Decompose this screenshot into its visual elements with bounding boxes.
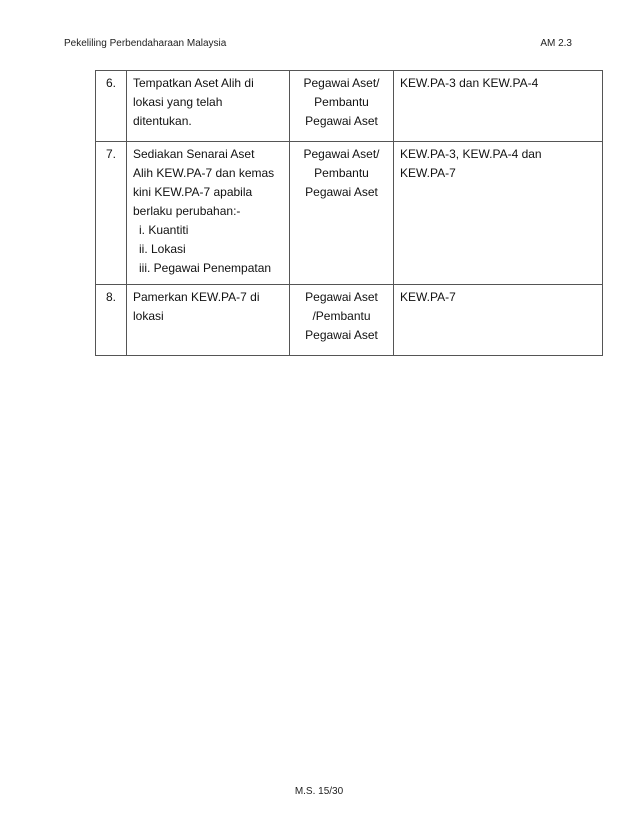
forms-cell [394,71,603,142]
forms-line: KEW.PA-7 [400,166,456,180]
activity-line: Pamerkan KEW.PA-7 di [133,290,260,304]
activity-line: Alih KEW.PA-7 dan kemas [133,166,275,180]
activity-line: lokasi [133,309,164,323]
activity-cell [127,71,290,142]
header-document-code: AM 2.3 [540,38,572,49]
step-number: 7. [96,142,127,285]
step-number: 8. [96,285,127,356]
forms-cell [394,142,603,285]
responsible-cell [290,71,394,142]
activity-line: lokasi yang telah [133,95,223,109]
table-row [96,285,603,356]
procedure-table [95,70,603,356]
activity-line: berlaku perubahan:- [133,204,241,218]
activity-cell [127,285,290,356]
activity-line: ditentukan. [133,114,192,128]
responsible-cell [290,142,394,285]
responsible-line: Pegawai Aset [305,290,378,304]
activity-cell [127,142,290,285]
responsible-line: Pegawai Aset/ [303,76,380,90]
change-list-item: i. Kuantiti [139,223,189,237]
responsible-line: Pegawai Aset [305,114,378,128]
responsible-line: Pegawai Aset [305,328,378,342]
change-list-item: iii. Pegawai Penempatan [139,261,272,275]
step-number: 6. [96,71,127,142]
forms-cell [394,285,603,356]
forms-line: KEW.PA-7 [400,290,456,304]
page-number: M.S. 15/30 [294,786,344,797]
header-document-title: Pekeliling Perbendaharaan Malaysia [64,38,227,49]
responsible-line: Pegawai Aset [305,185,378,199]
activity-line: Sediakan Senarai Aset [133,147,255,161]
table-row [96,71,603,142]
table-row [96,142,603,285]
forms-line: KEW.PA-3, KEW.PA-4 dan [400,147,542,161]
activity-line: Tempatkan Aset Alih di [133,76,254,90]
responsible-line: Pembantu [314,166,369,180]
activity-line: kini KEW.PA-7 apabila [133,185,253,199]
responsible-line: /Pembantu [312,309,371,323]
forms-line: KEW.PA-3 dan KEW.PA-4 [400,76,539,90]
responsible-cell [290,285,394,356]
change-list-item: ii. Lokasi [139,242,186,256]
responsible-line: Pegawai Aset/ [303,147,380,161]
responsible-line: Pembantu [314,95,369,109]
